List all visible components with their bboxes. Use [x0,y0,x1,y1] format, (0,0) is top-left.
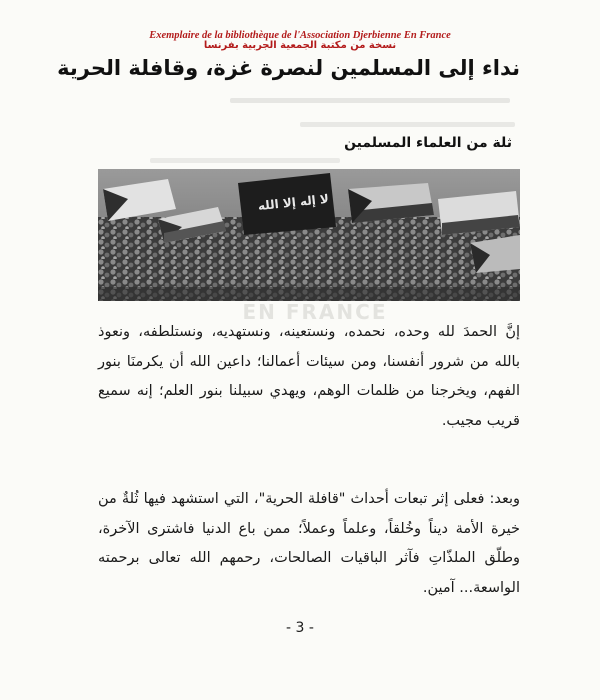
library-stamp [0,30,600,52]
protest-photo [98,169,520,301]
svg-text:لا إله إلا الله: لا إله إلا الله [257,191,330,214]
page-title: نداء إلى المسلمين لنصرة غزة، وقافلة الحرية [57,56,520,80]
page-subtitle: ثلة من العلماء المسلمين [344,135,512,151]
library-stamp-french: Exemplaire de la bibliothèque de l'Association Djerbienne En France [149,30,451,41]
banner-black [238,173,336,235]
protest-photo-illustration [98,169,520,301]
body-paragraph-2: وبعد: فعلى إثر تبعات أحداث "قافلة الحرية"، التي استشهد فيها ثُلةٌ من خيرة الأمة ديناً وخُلقاً، وعلماً وعملاً؛ ممن باع الدنيا فاشترى الآخرة، وطلّق الملذّاتِ فآثر الباقيات الصالحات، رحمهم الله تعالى برحمته الواسعة... آمين. [98,491,520,596]
page-number: - 3 - [286,620,314,636]
body-paragraph-1: إنَّ الحمدَ لله وحده، نحمده، ونستعينه، ونستهديه، ونستلطفه، ونعوذ بالله من شرور أنفسنا، ومن سيئات أعمالنا؛ داعين الله أن يكرمنَا بنور الفهم، ويخرجنا من ظلمات الوهم، ويهدي سبيلنا بنور العلم؛ إنه سميع قريب مجيب. [98,324,520,429]
library-stamp-arabic: نسخة من مكتبة الجمعية الجربية بفرنسا [203,40,397,52]
association-watermark: EN FRANCE [242,300,388,324]
